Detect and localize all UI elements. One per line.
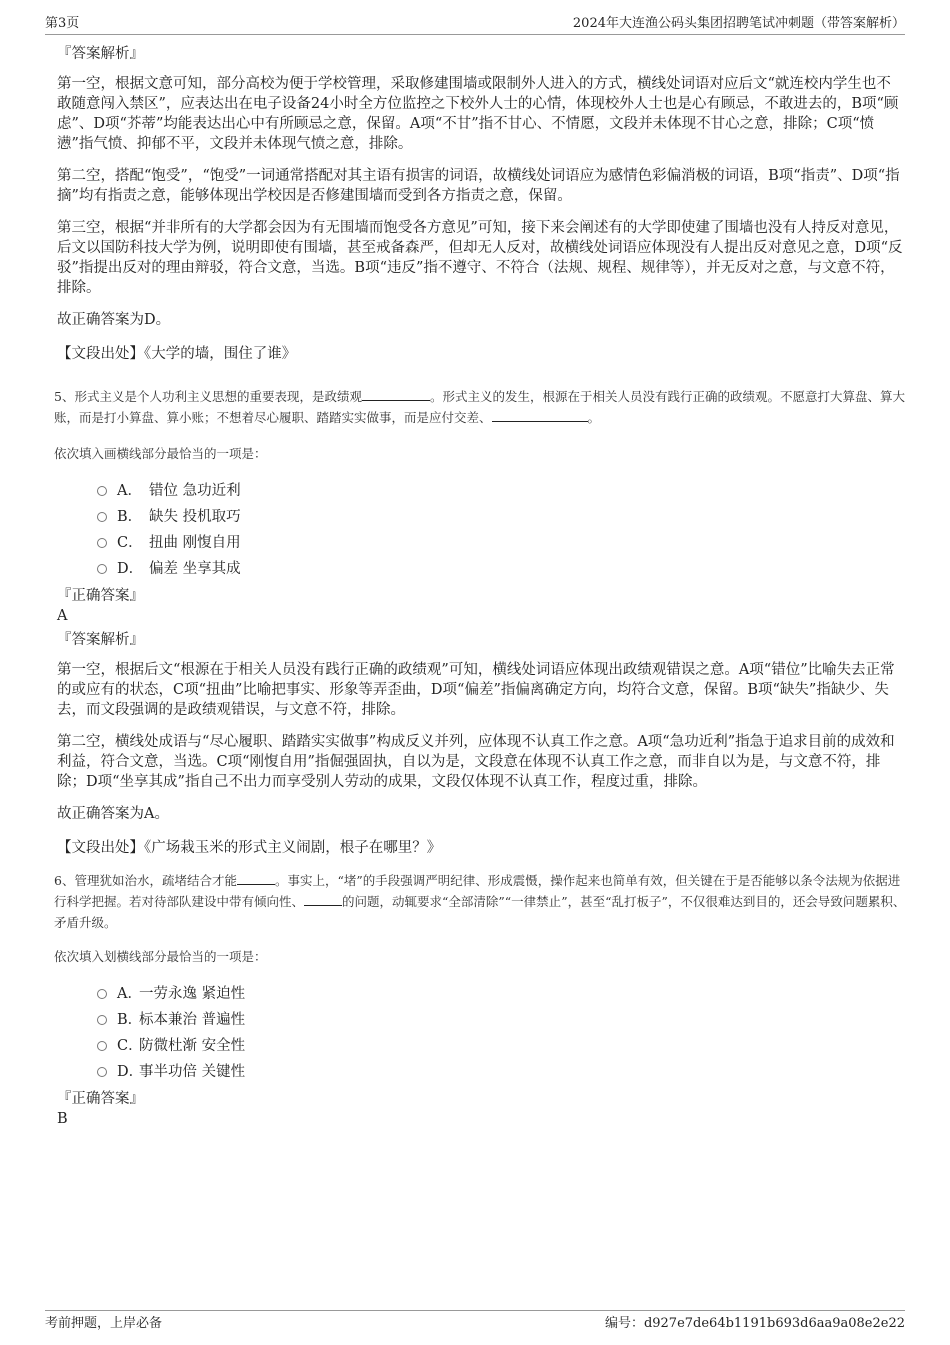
page-header [45, 14, 905, 35]
option-key: D． [117, 1064, 144, 1080]
option-text: 偏差 坐享其成 [149, 561, 241, 577]
blank-line [237, 872, 275, 885]
analysis-paragraph: 第一空，根据文意可知，部分高校为便于学校管理，采取修建围墙或限制外人进入的方式，横线处词语对应后文“就连校内学生也不敢随意闯入禁区”，应表达出在电子设备24小时全方位监控之下校外人士的心情，体现校外人士也是心有顾忌，不敢进去的，B项“顾虑”、D项“芥蒂”均能表达出心中有所顾忌之意，保留。A项“不甘”指不甘心、不情愿，文段并未体现不甘心之意，排除；C项“愤懑”指气愤、抑郁不平，文段并未体现气愤之意，排除。 [57, 76, 899, 152]
option-c[interactable] [97, 1033, 905, 1059]
analysis-paragraph: 第二空，横线处成语与“尽心履职、踏踏实实做事”构成反义并列，应体现不认真工作之意。A项“急功近利”指急于追求目前的成效和利益，符合文意，当选。C项“刚愎自用”指倔强固执，自以为是，文段意在体现不认真工作之意，而非自以为是，与文意不符，排除；D项“坐享其成”指自己不出力而享受别人劳动的成果，文段仅体现不认真工作，程度过重，排除。 [57, 734, 895, 790]
source-title: 《大学的墙，围住了谁》 [144, 346, 297, 362]
source-prefix: 【文段出处】 [57, 840, 144, 856]
divider [57, 858, 905, 870]
blank-line [362, 388, 430, 401]
radio-icon[interactable] [97, 1015, 107, 1025]
option-a[interactable] [97, 981, 905, 1007]
option-text: 错位 急功近利 [149, 483, 241, 499]
option-text: 防微杜渐 安全性 [139, 1038, 246, 1054]
footer-slogan: 考前押题，上岸必备 [45, 1316, 163, 1331]
page-content [54, 44, 906, 1129]
question-stem [54, 386, 910, 428]
option-b[interactable] [97, 1007, 905, 1033]
source-title: 《广场栽玉米的形式主义闹剧，根子在哪里？》 [144, 840, 442, 856]
option-key: B． [117, 1012, 143, 1028]
question-prompt: 依次填入划横线部分最恰当的一项是： [54, 949, 267, 964]
option-text: 扭曲 刚愎自用 [149, 535, 241, 551]
correct-answer: A [57, 608, 68, 624]
stem-text: 6、管理犹如治水，疏堵结合才能 [54, 873, 237, 888]
correct-answer: B [57, 1111, 68, 1127]
radio-icon[interactable] [97, 564, 107, 574]
option-list [97, 478, 905, 582]
analysis-paragraph: 第一空，根据后文“根源在于相关人员没有践行正确的政绩观”可知，横线处词语应体现出政绩观错误之意。A项“错位”比喻失去正常的或应有的状态，C项“扭曲”比喻把事实、形象等弄歪曲，D项“偏差”指偏离确定方向，均符合文意，保留。B项“缺失”指缺少、失去，而文段强调的是政绩观错误，与文意不符，排除。 [57, 662, 895, 718]
page-number: 第3页 [45, 16, 80, 31]
option-a[interactable] [97, 478, 905, 504]
option-key: B． [117, 509, 143, 525]
divider [57, 364, 905, 386]
option-text: 标本兼治 普遍性 [139, 1012, 246, 1028]
option-c[interactable] [97, 530, 905, 556]
option-d[interactable] [97, 1059, 905, 1085]
option-d[interactable] [97, 556, 905, 582]
option-text: 缺失 投机取巧 [149, 509, 241, 525]
radio-icon[interactable] [97, 1067, 107, 1077]
correct-answer-label: 『正确答案』 [57, 588, 144, 604]
option-text: 一劳永逸 紧迫性 [139, 986, 246, 1002]
analysis-label: 『答案解析』 [57, 632, 144, 648]
document-title: 2024年大连渔公码头集团招聘笔试冲刺题（带答案解析） [572, 16, 905, 31]
answer-conclusion: 故正确答案为D。 [57, 312, 171, 328]
option-key: A． [117, 483, 142, 499]
page-footer [45, 1310, 905, 1333]
option-key: C． [117, 535, 143, 551]
answer-conclusion: 故正确答案为A。 [57, 806, 169, 822]
stem-text: 5、形式主义是个人功利主义思想的重要表现，是政绩观 [54, 389, 362, 404]
option-list [97, 981, 905, 1085]
radio-icon[interactable] [97, 486, 107, 496]
option-key: D． [117, 561, 144, 577]
stem-text: 。事实上，“堵”的手段强调严明纪律、形成震慑，操作起来也简单有效，但关键在于是否能够以条令法规为依据进行科学把握。若对待部队建设中带有倾向性、 [54, 873, 901, 909]
blank-line [304, 893, 342, 906]
option-key: A． [117, 986, 142, 1002]
stem-text: 的问题，动辄要求“全部清除”“一律禁止”，甚至“乱打板子”，不仅很难达到目的，还会导致问题累积、矛盾升级。 [54, 894, 906, 930]
radio-icon[interactable] [97, 512, 107, 522]
analysis-paragraph: 第三空，根据“并非所有的大学都会因为有无围墙而饱受各方意见”可知，接下来会阐述有的大学即使建了围墙也没有人持反对意见，后文以国防科技大学为例，说明即使有围墙，甚至戒备森严，但却无人反对，故横线处词语应体现没有人提出反对意见之意，D项“反驳”指提出反对的理由辩驳，符合文意，当选。B项“违反”指不遵守、不符合（法规、规程、规律等），并无反对之意，与文意不符，排除。 [57, 220, 903, 296]
source-line [57, 344, 905, 364]
radio-icon[interactable] [97, 538, 107, 548]
radio-icon[interactable] [97, 989, 107, 999]
stem-text: 。形式主义的发生，根源在于相关人员没有践行正确的政绩观。不愿意打大算盘、算大账，而是打小算盘、算小账；不想着尽心履职、踏踏实实做事，而是应付交差、 [54, 389, 905, 425]
source-line [57, 838, 905, 858]
blank-line [492, 409, 588, 422]
stem-text: 。 [587, 410, 601, 425]
question-prompt: 依次填入画横线部分最恰当的一项是： [54, 446, 267, 461]
radio-icon[interactable] [97, 1041, 107, 1051]
option-text: 事半功倍 关键性 [139, 1064, 246, 1080]
question-stem [54, 870, 910, 933]
option-key: C． [117, 1038, 143, 1054]
analysis-label: 『答案解析』 [57, 46, 144, 62]
option-b[interactable] [97, 504, 905, 530]
correct-answer-label: 『正确答案』 [57, 1091, 144, 1107]
analysis-paragraph: 第二空，搭配“饱受”，“饱受”一词通常搭配对其主语有损害的词语，故横线处词语应为感情色彩偏消极的词语，B项“指责”、D项“指摘”均有指责之意，能够体现出学校因是否修建围墙而受到各方指责之意，保留。 [57, 168, 900, 204]
document-id: 编号：d927e7de64b1191b693d6aa9a08e2e22 [604, 1316, 905, 1331]
source-prefix: 【文段出处】 [57, 346, 144, 362]
